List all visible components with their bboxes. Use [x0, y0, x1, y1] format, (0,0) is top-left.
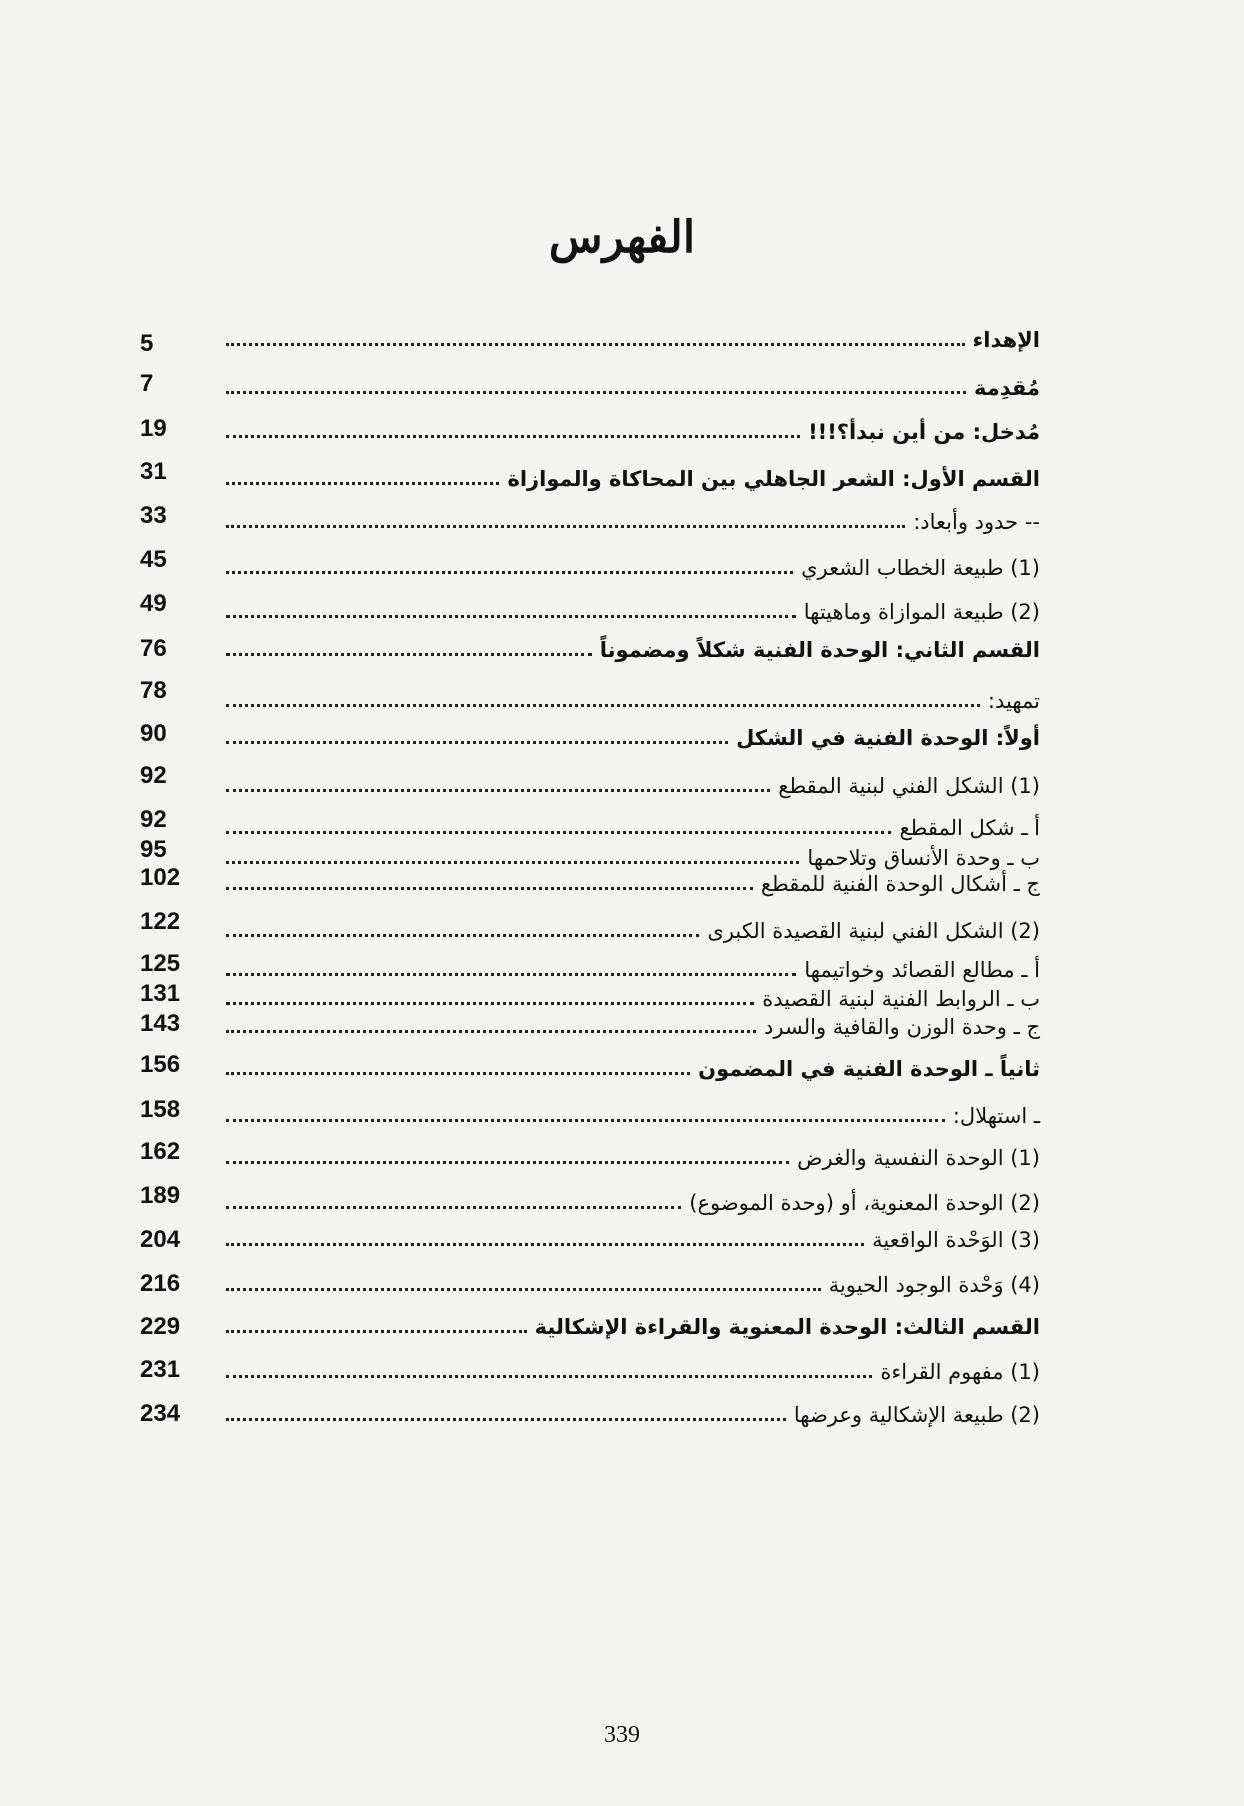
toc-entry-page: 189	[140, 1182, 181, 1209]
dot-leader	[226, 789, 770, 792]
toc-entry-label: (1) طبيعة الخطاب الشعري	[801, 556, 1040, 580]
toc-entry-page: 204	[140, 1226, 181, 1253]
dot-leader	[226, 525, 905, 528]
dot-leader	[226, 1288, 821, 1291]
dot-leader	[226, 1375, 872, 1378]
dot-leader	[226, 704, 980, 707]
toc-entry-label: ج ـ وحدة الوزن والقافية والسرد	[764, 1015, 1040, 1039]
toc-entry	[140, 366, 1040, 400]
toc-entry	[140, 909, 1040, 943]
toc-entry-page: 102	[140, 864, 181, 891]
toc-entry-label: (2) الوحدة المعنوية، أو (وحدة الموضوع)	[689, 1191, 1040, 1215]
toc-entry-label: تمهيد:	[987, 689, 1040, 713]
page-number: 339	[604, 1722, 640, 1748]
toc-entry-page: 131	[140, 980, 181, 1007]
toc-entry-page: 78	[140, 677, 167, 704]
toc-entry-label: القسم الثاني: الوحدة الفنية شكلاً ومضموناً	[599, 638, 1040, 662]
toc-entry-label: ثانياً ـ الوحدة الفنية في المضمون	[698, 1057, 1040, 1081]
toc-entry-page: 33	[140, 502, 167, 529]
toc-entry	[140, 679, 1040, 713]
dot-leader	[226, 1161, 789, 1164]
toc-entry-label: ـ استهلال:	[952, 1104, 1040, 1128]
toc-entry	[140, 1094, 1040, 1128]
toc-entry	[140, 628, 1040, 662]
toc-entry-label: أ ـ مطالع القصائد وخواتيمها	[804, 958, 1040, 982]
dot-leader	[226, 831, 891, 834]
toc-entry-page: 45	[140, 546, 167, 573]
dot-leader	[226, 1418, 786, 1421]
toc-entry-label: (2) الشكل الفني لبنية القصيدة الكبرى	[707, 919, 1040, 943]
dot-leader	[226, 435, 800, 438]
toc-entry-page: 49	[140, 590, 167, 617]
toc-entry	[140, 1393, 1040, 1427]
toc-entry-page: 122	[140, 908, 181, 935]
toc-entry	[140, 546, 1040, 580]
dot-leader	[226, 343, 965, 346]
toc-entry-page: 31	[140, 458, 167, 485]
toc-entry-page: 229	[140, 1313, 181, 1340]
toc-entry-page: 162	[140, 1138, 181, 1165]
toc-entry-page: 5	[140, 330, 154, 357]
dot-leader	[226, 887, 753, 890]
toc-entry-page: 125	[140, 950, 181, 977]
toc-entry	[140, 318, 1040, 352]
dot-leader	[226, 482, 499, 485]
dot-leader	[226, 741, 728, 744]
toc-entry-page: 92	[140, 762, 167, 789]
toc-entry	[140, 590, 1040, 624]
toc-entry-page: 90	[140, 720, 167, 747]
toc-entry	[140, 716, 1040, 750]
toc-entry	[140, 457, 1040, 491]
toc-entry	[140, 764, 1040, 798]
toc-entry-label: (1) مفهوم القراءة	[880, 1360, 1040, 1384]
dot-leader	[226, 653, 592, 656]
toc-entry-page: 216	[140, 1270, 181, 1297]
toc-entry	[140, 1350, 1040, 1384]
toc-entry	[140, 410, 1040, 444]
dot-leader	[226, 934, 699, 937]
toc-entry-label: ب ـ وحدة الأنساق وتلاحمها	[807, 846, 1040, 870]
page-title: الفهرس	[548, 212, 696, 263]
toc-entry	[140, 1005, 1040, 1039]
toc-entry-label: (3) الوَحْدة الواقعية	[872, 1228, 1040, 1252]
dot-leader	[226, 391, 966, 394]
toc-entry	[140, 1047, 1040, 1081]
toc-entry-label: ب ـ الروابط الفنية لبنية القصيدة	[762, 987, 1040, 1011]
dot-leader	[226, 1030, 756, 1033]
toc-entry	[140, 862, 1040, 896]
toc-entry-label: القسم الثالث: الوحدة المعنوية والقراءة الإشكالية	[534, 1315, 1040, 1339]
toc-entry	[140, 806, 1040, 840]
dot-leader	[226, 1072, 690, 1075]
toc-entry-page: 95	[140, 836, 167, 863]
table-of-contents	[140, 0, 1040, 1700]
toc-entry-page: 156	[140, 1051, 181, 1078]
toc-entry-label: -- حدود وأبعاد:	[913, 510, 1040, 534]
dot-leader	[226, 615, 796, 618]
dot-leader	[226, 1330, 527, 1333]
toc-entry-page: 143	[140, 1010, 181, 1037]
toc-entry-label: ج ـ أشكال الوحدة الفنية للمقطع	[760, 872, 1040, 896]
toc-entry-label: (1) الوحدة النفسية والغرض	[797, 1146, 1040, 1170]
toc-entry-page: 76	[140, 635, 167, 662]
toc-entry-label: أ ـ شكل المقطع	[899, 816, 1040, 840]
dot-leader	[226, 1243, 864, 1246]
toc-entry-label: (2) طبيعة الموازاة وماهيتها	[803, 600, 1040, 624]
toc-entry	[140, 1263, 1040, 1297]
dot-leader	[226, 973, 796, 976]
toc-entry	[140, 1218, 1040, 1252]
toc-entry-label: (2) طبيعة الإشكالية وعرضها	[793, 1403, 1040, 1427]
toc-entry-label: أولاً: الوحدة الفنية في الشكل	[736, 726, 1040, 750]
toc-entry	[140, 1181, 1040, 1215]
toc-entry-label: الإهداء	[972, 328, 1040, 352]
toc-entry	[140, 1136, 1040, 1170]
toc-entry-page: 7	[140, 370, 154, 397]
toc-entry-label: مُقدِمة	[974, 376, 1040, 400]
toc-entry	[140, 1305, 1040, 1339]
toc-entry-page: 231	[140, 1356, 181, 1383]
toc-entry-page: 234	[140, 1400, 181, 1427]
toc-entry-page: 19	[140, 415, 167, 442]
dot-leader	[226, 571, 793, 574]
toc-entry	[140, 500, 1040, 534]
toc-entry-label: القسم الأول: الشعر الجاهلي بين المحاكاة والموازاة	[507, 467, 1040, 491]
toc-entry-label: (4) وَحْدة الوجود الحيوية	[828, 1273, 1040, 1297]
toc-entry-page: 158	[140, 1096, 181, 1123]
toc-entry-label: مُدخل: من أين نبدأ؟!!!	[808, 420, 1040, 444]
toc-entry-label: (1) الشكل الفني لبنية المقطع	[778, 774, 1040, 798]
dot-leader	[226, 1206, 681, 1209]
dot-leader	[226, 1119, 945, 1122]
toc-entry-page: 92	[140, 806, 167, 833]
